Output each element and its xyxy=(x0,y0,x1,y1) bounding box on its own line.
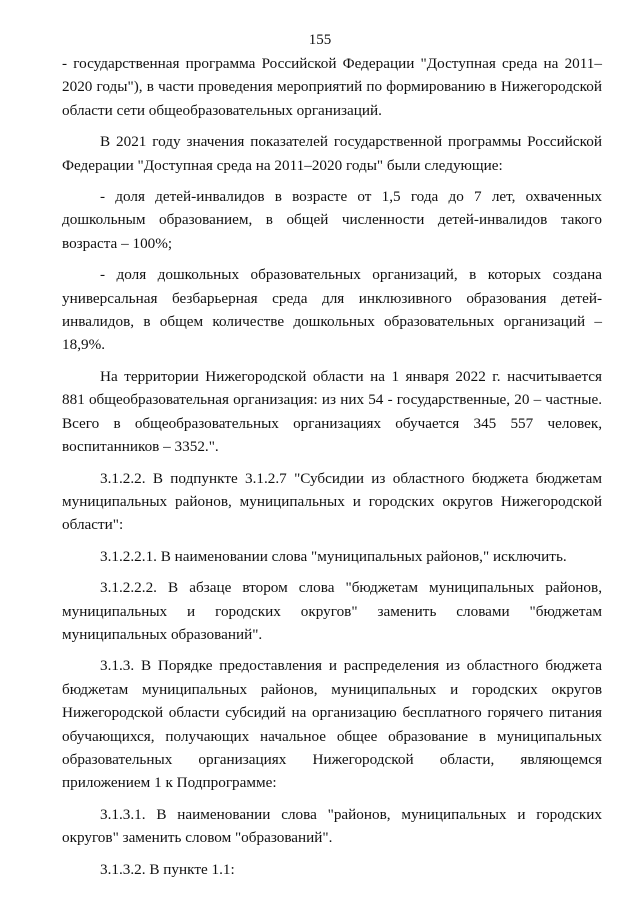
page-number: 155 xyxy=(308,32,332,48)
paragraph-indicator-preschool-share: - доля детей-инвалидов в возрасте от 1,5 года до 7 лет, охваченных дошкольным образованием, в общей численности детей-инвалидов такого возраста – 100%; xyxy=(62,188,602,252)
paragraph-3-1-2-2-2: 3.1.2.2.2. В абзаце втором слова "бюджетам муниципальных районов, муниципальных и городских округов" заменить словами "бюджетам муниципальных образований". xyxy=(62,579,602,643)
paragraph-3-1-2-2: 3.1.2.2. В подпункте 3.1.2.7 "Субсидии из областного бюджета бюджетам муниципальных районов, муниципальных и городских округов Нижегородской области": xyxy=(62,469,602,534)
paragraph-indicator-barrier-free: - доля дошкольных образовательных организаций, в которых создана универсальная безбарьерная среда для инклюзивного образования детей-инвалидов, в общем количестве дошкольных образовательных организаций – 18,9%. xyxy=(62,266,602,354)
paragraph-program-reference: - государственная программа Российской Федерации "Доступная среда на 2011–2020 годы"), в части проведения мероприятий по формированию в Нижегородской области сети общеобразовательных организаций. xyxy=(62,55,602,119)
paragraph-3-1-2-2-1: 3.1.2.2.1. В наименовании слова "муниципальных районов," исключить. xyxy=(100,547,567,565)
paragraph-organization-count: На территории Нижегородской области на 1 января 2022 г. насчитывается 881 общеобразовательная организация: из них 54 - государственные, 20 – частные. Всего в общеобразовательных организациях обучается 345 557 человек, воспитанников – 3352.". xyxy=(62,367,602,456)
paragraph-3-1-3: 3.1.3. В Порядке предоставления и распределения из областного бюджета бюджетам муниципальных районов, муниципальных и городских округов Нижегородской области субсидий на организацию бесплатного горячего питания обучающихся, получающих начальное общее образование в муниципальных образовательных организациях Нижегородской области, являющемся приложением 1 к Подпрограмме: xyxy=(62,657,602,792)
paragraph-indicators-intro: В 2021 году значения показателей государственной программы Российской Федерации "Доступная среда на 2011–2020 годы" были следующие: xyxy=(62,133,602,174)
document-body xyxy=(62,52,602,881)
paragraph-3-1-3-1: 3.1.3.1. В наименовании слова "районов, муниципальных и городских округов" заменить словом "образований". xyxy=(62,805,602,847)
paragraph-3-1-3-2: 3.1.3.2. В пункте 1.1: xyxy=(100,860,235,878)
